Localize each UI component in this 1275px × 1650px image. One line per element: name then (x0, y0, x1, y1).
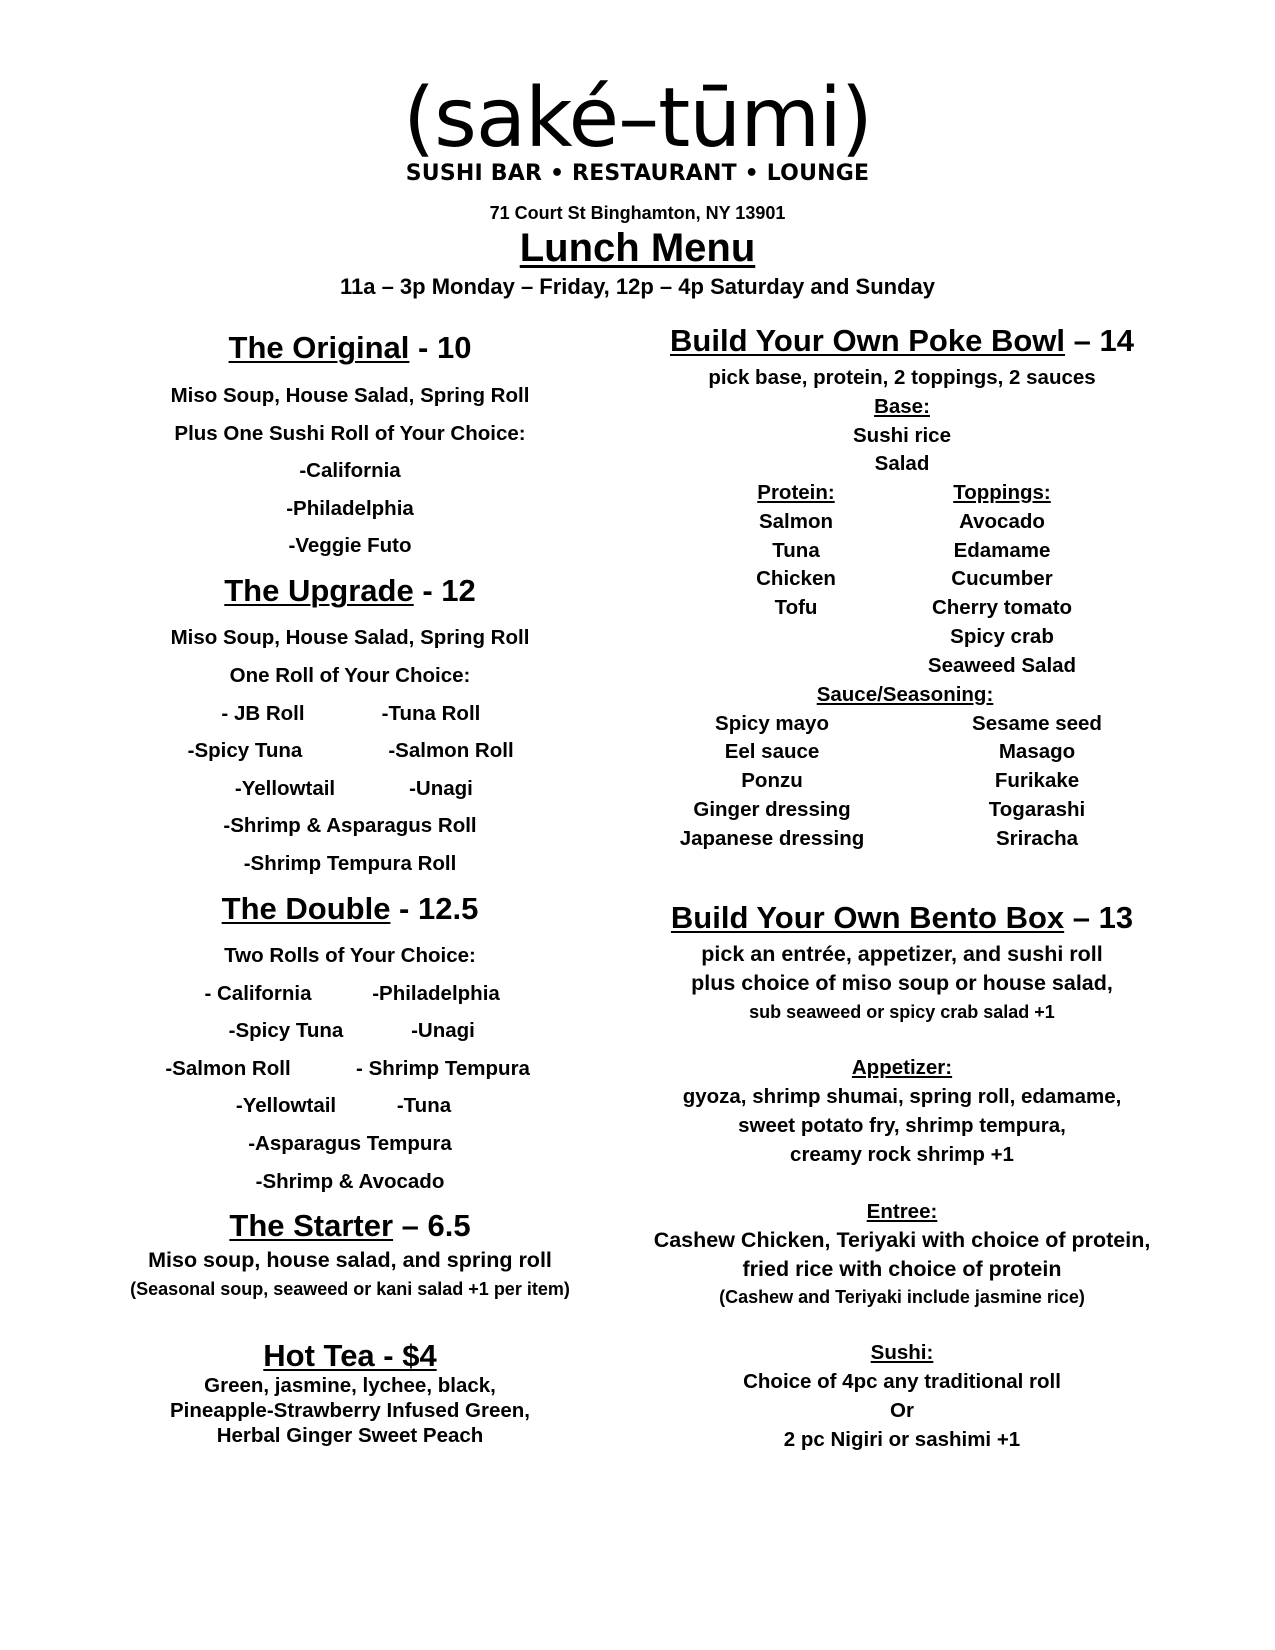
double-roll: - Shrimp Tempura (356, 1057, 530, 1080)
poke-protein: Tofu (774, 596, 818, 619)
poke-protein: Salmon (758, 510, 834, 533)
upgrade-heading: The Upgrade - 12 (224, 573, 476, 608)
bento-entree-label: Entree: (866, 1200, 938, 1223)
upgrade-roll: -Tuna Roll (381, 702, 481, 725)
double-roll: -Unagi (411, 1019, 475, 1042)
bento-entree: Cashew Chicken, Teriyaki with choice of protein, (653, 1228, 1151, 1252)
poke-sauce: Eel sauce (724, 740, 820, 763)
bento-sub-note: sub seaweed or spicy crab salad +1 (749, 1002, 1055, 1022)
double-heading: The Double - 12.5 (221, 891, 479, 926)
upgrade-roll: -Salmon Roll (388, 739, 514, 762)
bento-intro: pick an entrée, appetizer, and sushi roll (701, 942, 1103, 966)
poke-topping: Cherry tomato (931, 596, 1073, 619)
poke-sauce: Japanese dressing (679, 827, 865, 850)
poke-topping: Spicy crab (950, 625, 1054, 648)
restaurant-logo: (saké–tūmi) (403, 71, 872, 166)
double-line: Two Rolls of Your Choice: (224, 944, 476, 967)
bento-appetizer: gyoza, shrimp shumai, spring roll, edamame, (682, 1085, 1122, 1108)
bento-sushi-label: Sushi: (870, 1341, 934, 1364)
poke-sauce: Ginger dressing (693, 798, 851, 821)
upgrade-line: Miso Soup, House Salad, Spring Roll (170, 626, 530, 649)
poke-base: Sushi rice (853, 424, 951, 447)
poke-seasoning: Sesame seed (972, 712, 1102, 735)
poke-seasoning: Furikake (994, 769, 1080, 792)
poke-topping: Edamame (953, 539, 1051, 562)
poke-base-label: Base: (874, 395, 930, 418)
double-roll: -Asparagus Tempura (248, 1132, 452, 1155)
poke-seasoning: Sriracha (995, 827, 1079, 850)
poke-heading: Build Your Own Poke Bowl – 14 (670, 323, 1134, 358)
menu-title: Lunch Menu (519, 226, 756, 270)
bento-entree: fried rice with choice of protein (742, 1257, 1062, 1281)
restaurant-address: 71 Court St Binghamton, NY 13901 (489, 203, 786, 223)
bento-appetizer: sweet potato fry, shrimp tempura, (738, 1114, 1066, 1137)
double-roll: -Salmon Roll (165, 1057, 291, 1080)
upgrade-roll: -Yellowtail (234, 777, 336, 800)
bento-sushi: Or (890, 1399, 914, 1422)
poke-base: Salad (874, 452, 930, 475)
double-roll: -Philadelphia (372, 982, 500, 1005)
upgrade-roll: -Unagi (409, 777, 473, 800)
poke-protein: Tuna (772, 539, 820, 562)
double-roll: -Tuna (396, 1094, 452, 1117)
tea-line: Pineapple-Strawberry Infused Green, (170, 1399, 530, 1422)
poke-seasoning: Togarashi (988, 798, 1086, 821)
bento-entree-note: (Cashew and Teriyaki include jasmine rice) (719, 1287, 1085, 1307)
original-line: -California (299, 459, 401, 482)
bento-sushi: 2 pc Nigiri or sashimi +1 (783, 1428, 1021, 1451)
poke-toppings-label: Toppings: (953, 481, 1051, 504)
poke-topping: Avocado (959, 510, 1045, 533)
bento-appetizer-label: Appetizer: (851, 1056, 953, 1079)
tea-line: Green, jasmine, lychee, black, (204, 1374, 496, 1397)
tea-heading: Hot Tea - $4 (263, 1338, 437, 1373)
original-line: Miso Soup, House Salad, Spring Roll (170, 384, 530, 407)
bento-intro: plus choice of miso soup or house salad, (691, 971, 1113, 995)
upgrade-roll: -Spicy Tuna (187, 739, 303, 762)
restaurant-tagline: SUSHI BAR • RESTAURANT • LOUNGE (405, 161, 870, 186)
tea-line: Herbal Ginger Sweet Peach (216, 1424, 484, 1447)
poke-protein: Chicken (756, 567, 836, 590)
bento-heading: Build Your Own Bento Box – 13 (670, 900, 1134, 935)
original-line: -Philadelphia (286, 497, 414, 520)
double-roll: - California (204, 982, 312, 1005)
double-roll: -Yellowtail (235, 1094, 337, 1117)
starter-note: (Seasonal soup, seaweed or kani salad +1 per item) (130, 1279, 570, 1299)
upgrade-roll: -Shrimp Tempura Roll (243, 852, 457, 875)
starter-line: Miso soup, house salad, and spring roll (148, 1248, 552, 1272)
bento-appetizer: creamy rock shrimp +1 (790, 1143, 1014, 1166)
poke-sauce: Spicy mayo (715, 712, 829, 735)
poke-sauce: Ponzu (741, 769, 803, 792)
original-line: -Veggie Futo (288, 534, 412, 557)
upgrade-line: One Roll of Your Choice: (229, 664, 471, 687)
double-roll: -Shrimp & Avocado (255, 1170, 445, 1193)
bento-sushi: Choice of 4pc any traditional roll (743, 1370, 1061, 1393)
double-roll: -Spicy Tuna (228, 1019, 344, 1042)
upgrade-roll: - JB Roll (221, 702, 305, 725)
poke-protein-label: Protein: (757, 481, 835, 504)
original-heading: The Original - 10 (228, 330, 472, 365)
starter-heading: The Starter – 6.5 (229, 1208, 471, 1243)
menu-hours: 11a – 3p Monday – Friday, 12p – 4p Saturday and Sunday (339, 274, 936, 299)
poke-topping: Cucumber (951, 567, 1053, 590)
poke-intro: pick base, protein, 2 toppings, 2 sauces (708, 366, 1096, 389)
poke-topping: Seaweed Salad (927, 654, 1077, 677)
poke-seasoning: Masago (998, 740, 1076, 763)
poke-sauce-label: Sauce/Seasoning: (816, 683, 994, 706)
original-line: Plus One Sushi Roll of Your Choice: (174, 422, 526, 445)
upgrade-roll: -Shrimp & Asparagus Roll (223, 814, 477, 837)
